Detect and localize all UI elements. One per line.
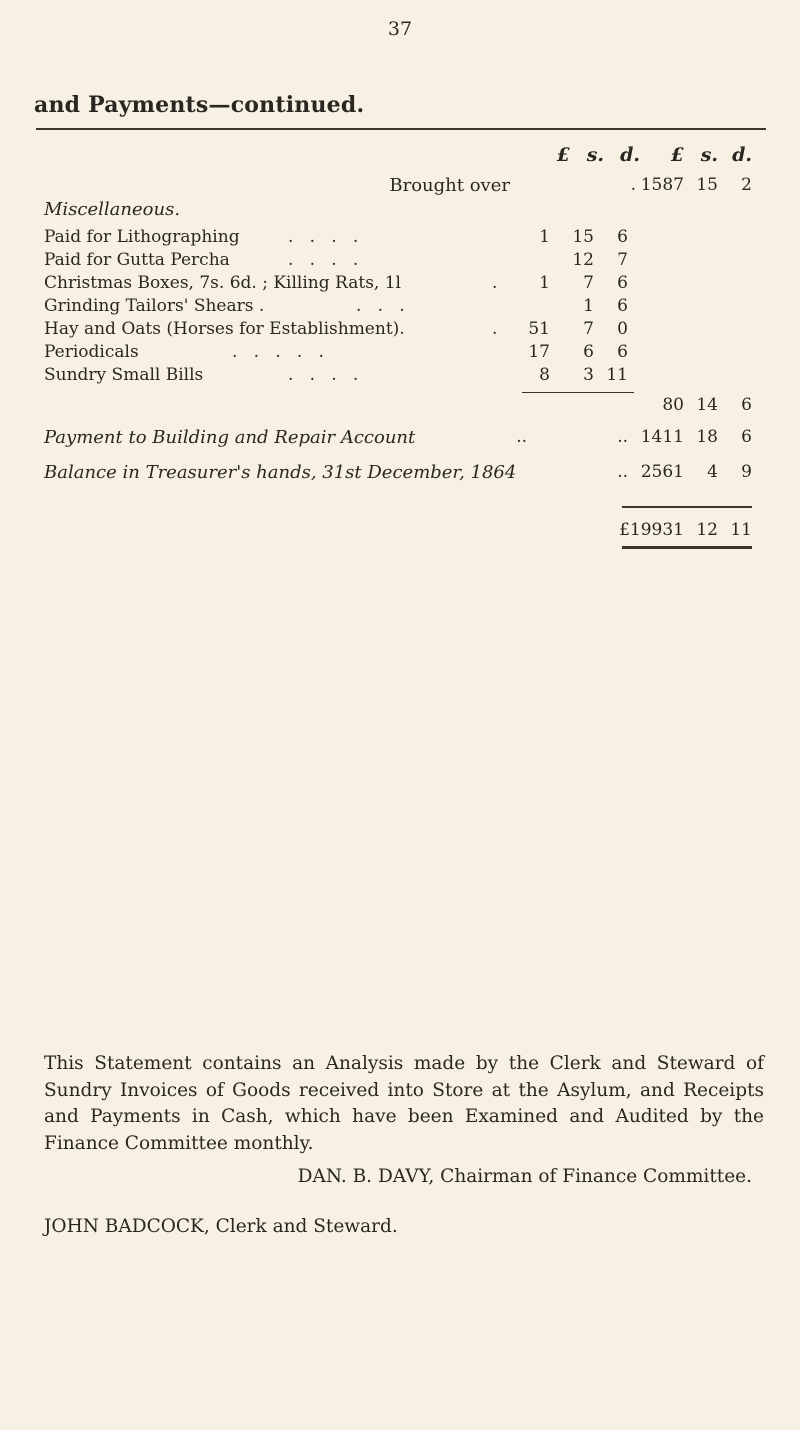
- item-pounds: 51: [528, 319, 550, 339]
- item-label: Paid for Gutta Percha: [44, 250, 230, 270]
- item-label: Christmas Boxes, 7s. 6d. ; Killing Rats, 1l: [44, 273, 401, 293]
- balance-label: Balance in Treasurer's hands, 31st December, 1864: [44, 462, 517, 483]
- page-number: 37: [387, 18, 413, 40]
- misc-total-pence: 6: [741, 395, 752, 415]
- col-header-pounds-2: £: [670, 144, 684, 166]
- item-pounds: 17: [528, 342, 550, 362]
- item-label: Grinding Tailors' Shears .: [44, 296, 265, 316]
- item-shillings: 3: [583, 365, 594, 385]
- item-label: Periodicals: [44, 342, 139, 362]
- building-repair-shillings: 18: [696, 427, 718, 447]
- audit-statement: This Statement contains an Analysis made by the Clerk and Steward of Sundry Invoices of Goods received into Store at the Asylum, and Receipts and Payments in Cash, which have been Examined and Audited by the Finance Committee monthly.: [44, 1053, 764, 1154]
- building-repair-pounds: 1411: [640, 427, 684, 447]
- col-header-shillings-2: s.: [700, 144, 718, 166]
- col-header-pence-1: d.: [620, 144, 640, 166]
- total-rule-bottom: [622, 546, 752, 549]
- building-repair-dots: ..: [617, 427, 628, 447]
- page-heading: and Payments—continued.: [34, 92, 365, 118]
- item-label: Sundry Small Bills: [44, 365, 204, 385]
- building-repair-dots: ..: [516, 427, 527, 447]
- item-shillings: 6: [583, 342, 594, 362]
- item-leader-dots: . . . .: [288, 365, 359, 385]
- col-header-pence-2: d.: [732, 144, 752, 166]
- grand-total-pence: 11: [730, 520, 752, 540]
- brought-over-pence: 2: [741, 175, 752, 195]
- balance-pence: 9: [741, 462, 752, 482]
- clerk-signature: JOHN BADCOCK, Clerk and Steward.: [44, 1216, 398, 1237]
- grand-total-pounds: £19931: [619, 520, 684, 540]
- item-pounds: 1: [539, 227, 550, 247]
- item-pence: 0: [617, 319, 628, 339]
- item-shillings: 15: [572, 227, 594, 247]
- building-repair-label: Payment to Building and Repair Account: [44, 427, 416, 448]
- item-pence: 11: [606, 365, 628, 385]
- subtotal-rule: [522, 392, 634, 393]
- item-pence: 6: [617, 273, 628, 293]
- item-leader-dots: .: [492, 319, 498, 339]
- col-header-pounds-1: £: [556, 144, 570, 166]
- item-pence: 6: [617, 296, 628, 316]
- balance-pounds: 2561: [640, 462, 684, 482]
- item-leader-dots: . . .: [356, 296, 405, 316]
- item-shillings: 7: [583, 273, 594, 293]
- item-pounds: 1: [539, 273, 550, 293]
- item-pence: 6: [617, 342, 628, 362]
- misc-total-pounds: 80: [662, 395, 684, 415]
- section-title: Miscellaneous.: [44, 199, 181, 220]
- building-repair-pence: 6: [741, 427, 752, 447]
- col-header-shillings-1: s.: [586, 144, 604, 166]
- item-leader-dots: . . . .: [288, 227, 359, 247]
- brought-over-pounds: 1587: [640, 175, 684, 195]
- balance-shillings: 4: [707, 462, 718, 482]
- item-pounds: 8: [539, 365, 550, 385]
- top-rule: [36, 128, 766, 130]
- item-leader-dots: .: [492, 273, 498, 293]
- item-label: Hay and Oats (Horses for Establishment).: [44, 319, 405, 339]
- item-shillings: 1: [583, 296, 594, 316]
- total-rule-top: [622, 506, 752, 508]
- item-shillings: 12: [572, 250, 594, 270]
- item-shillings: 7: [583, 319, 594, 339]
- brought-over-shillings: 15: [696, 175, 718, 195]
- item-pence: 7: [617, 250, 628, 270]
- brought-over-separator: .: [630, 175, 636, 195]
- chairman-signature: DAN. B. DAVY, Chairman of Finance Committee.: [297, 1166, 752, 1187]
- misc-total-shillings: 14: [696, 395, 718, 415]
- item-leader-dots: . . . . .: [232, 342, 324, 362]
- brought-over-label: Brought over: [389, 175, 510, 196]
- balance-dots: ..: [617, 462, 628, 482]
- item-label: Paid for Lithographing: [44, 227, 240, 247]
- item-pence: 6: [617, 227, 628, 247]
- grand-total-shillings: 12: [696, 520, 718, 540]
- item-leader-dots: . . . .: [288, 250, 359, 270]
